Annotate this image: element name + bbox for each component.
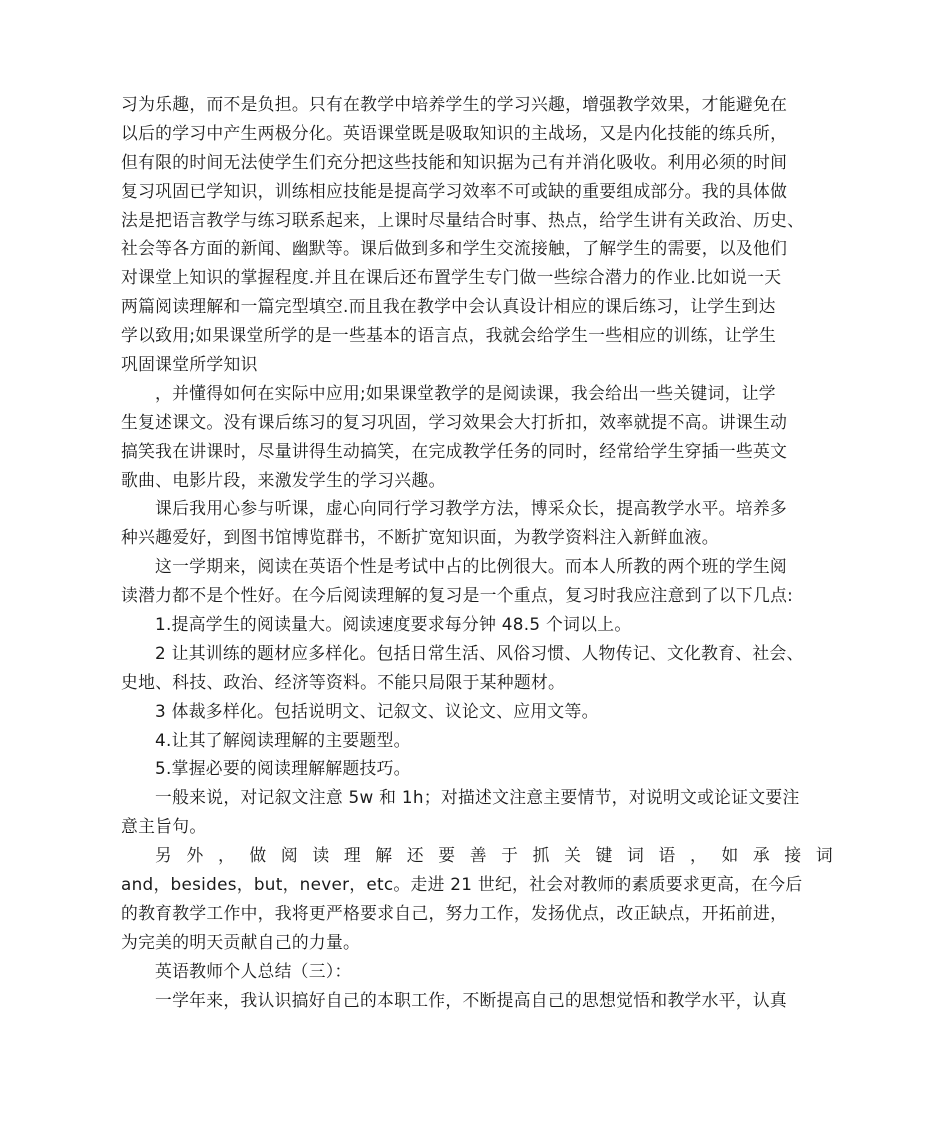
list-item: 2 让其训练的题材应多样化。包括日常生活、风俗习惯、人物传记、文化教育、社会、 [155,642,804,663]
text-line: 读潜力都不是个性好。在今后阅读理解的复习是一个重点，复习时我应注意到了以下几点: [121,585,794,606]
text-line: 巩固课堂所学知识 [121,354,258,375]
char: 语 [658,845,676,866]
char: 如 [721,845,739,866]
list-item: 5.掌握必要的阅读理解解题技巧。 [155,758,411,779]
text-line: 种兴趣爱好，到图书馆博览群书，不断扩宽知识面，为教学资料注入新鲜血液。 [121,527,719,548]
char: 还 [406,845,424,866]
text-line: and，besides，but，never，etc。走进 21 世纪，社会对教师的素质要求更高，在今后 [121,874,803,895]
text-line: 两篇阅读理解和一篇完型填空.而且我在教学中会认真设计相应的课后练习，让学生到达 [121,296,776,317]
text-line: 史地、科技、政治、经济等资料。不能只局限于某种题材。 [121,671,566,692]
text-line: 法是把语言教学与练习联系起来，上课时尽量结合时事、热点，给学生讲有关政治、历史、 [121,209,805,230]
char: ， [217,845,236,866]
char: 另 [155,845,173,866]
char: 善 [469,845,487,866]
text-line: 但有限的时间无法使学生们充分把这些技能和知识据为己有并消化吸收。利用必须的时间 [121,151,788,172]
text-line: 学以致用;如果课堂所学的是一些基本的语言点，我就会给学生一些相应的训练，让学生 [121,325,777,346]
text-line: 这一学期来，阅读在英语个性是考试中占的比例很大。而本人所教的两个班的学生阅 [155,556,788,577]
text-line: 生复述课文。没有课后练习的复习巩固，学习效果会大打折扣，效率就提不高。讲课生动 [121,411,788,432]
text-line: 一学年来，我认识搞好自己的本职工作，不断提高自己的思想觉悟和教学水平，认真 [155,989,788,1010]
char: 抓 [532,845,550,866]
char: 承 [752,845,770,866]
text-line: 社会等各方面的新闻、幽默等。课后做到多和学生交流接触，了解学生的需要，以及他们 [121,238,788,259]
char: 于 [501,845,519,866]
text-line: 歌曲、电影片段，来激发学生的学习兴趣。 [121,469,446,490]
char: 做 [249,845,267,866]
text-line: 习为乐趣，而不是负担。只有在教学中培养学生的学习兴趣，增强教学效果，才能避免在 [121,94,788,114]
text-line: 对课堂上知识的掌握程度.并且在课后还布置学生专门做一些综合潜力的作业.比如说一天 [121,267,782,288]
char: ， [689,845,708,866]
document-body [121,90,833,1015]
text-line: 以后的学习中产生两极分化。英语课堂既是吸取知识的主战场，又是内化技能的练兵所， [121,122,788,143]
spread-text-line [121,841,833,870]
list-item: 3 体裁多样化。包括说明文、记叙文、议论文、应用文等。 [155,700,599,721]
char: 词 [815,845,833,866]
char: 键 [595,845,613,866]
section-heading: 英语教师个人总结（三）： [155,960,352,981]
list-item: 1.提高学生的阅读量大。阅读速度要求每分钟 48.5 个词以上。 [155,614,632,635]
char: 词 [627,845,645,866]
char: 关 [564,845,582,866]
text-line: ，并懂得如何在实际中应用;如果课堂教学的是阅读课，我会给出一些关键词，让学 [155,382,776,403]
char: 读 [312,845,330,866]
char: 接 [784,845,802,866]
text-line: 的教育教学工作中，我将更严格要求自己，努力工作，发扬优点，改正缺点，开拓前进， [121,902,788,923]
list-item: 4.让其了解阅读理解的主要题型。 [155,729,411,750]
text-line: 意主旨句。 [121,816,207,837]
text-line: 课后我用心参与听课，虚心向同行学习教学方法，博采众长，提高教学水平。培养多 [155,498,788,519]
text-line: 一般来说，对记叙文注意 5w 和 1h；对描述文注意主要情节，对说明文或论证文要注 [155,787,800,808]
char: 理 [343,845,361,866]
text-line: 复习巩固已学知识，训练相应技能是提高学习效率不可或缺的重要组成部分。我的具体做 [121,180,788,201]
text-line: 为完美的明天贡献自己的力量。 [121,931,361,952]
text-line: 搞笑我在讲课时，尽量讲得生动搞笑，在完成教学任务的同时，经常给学生穿插一些英文 [121,440,788,461]
char: 外 [186,845,204,866]
char: 阅 [280,845,298,866]
char: 要 [438,845,456,866]
char: 解 [375,845,393,866]
